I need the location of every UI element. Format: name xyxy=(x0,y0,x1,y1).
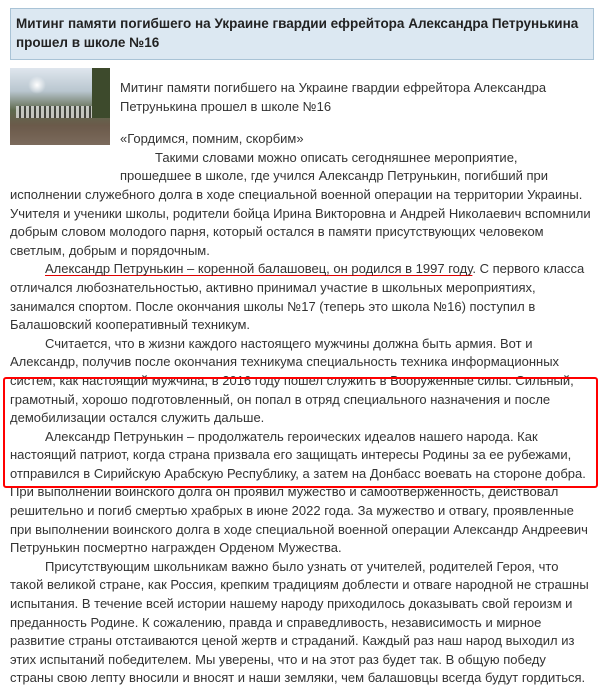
paragraph-3: Считается, что в жизни каждого настоящего мужчины должна быть армия. Вот и Александр, получив после окончания техникума специальность техника информационных систем, как настоящий мужчина, в 2016 году пошел служить в Вооруженные силы. Сильный, грамотный, хорошо подготовленный, он попал в отряд специального назначения и после демобилизации остался служить дальше. xyxy=(10,335,574,426)
paragraph-2-rest: . С первого класса отличался любознательностью, активно принимал участие в школьных мероприятиях, занимался спортом. После окончания школы №17 (теперь это школа №16) поступил в Балашовский кооперативный техникум. xyxy=(10,261,585,333)
article-quote: «Гордимся, помним, скорбим» xyxy=(120,131,304,147)
photo-sun xyxy=(28,76,46,94)
article-lead: Митинг памяти погибшего на Украине гвардии ефрейтора Александра Петрунькина прошел в школе №16 xyxy=(120,80,547,114)
article-title: Митинг памяти погибшего на Украине гвардии ефрейтора Александра Петрунькина прошел в школе №16 xyxy=(10,8,594,60)
photo-crowd xyxy=(16,106,96,118)
article-body xyxy=(10,68,592,688)
underlined-text: Александр Петрунькин – коренной балашовец, он родился в 1997 году xyxy=(45,261,473,277)
paragraph-4-highlighted: Александр Петрунькин – продолжатель героических идеалов нашего народа. Как настоящий патриот, когда страна призвала его защищать интересы Родины за ее рубежами, отправился в Сирийскую Арабскую Республику, а затем на Донбасс воевать на стороне добра. При выполнении воинского долга он проявил мужество и самоотверженность, действовал решительно и погиб смертью храбрых в июне 2022 года. За мужество и отвагу, проявленные при выполнении воинского долга в ходе специальной военной операции Александр Андреевич Петрунькин посмертно награжден Орденом Мужества. xyxy=(10,428,588,556)
article-photo[interactable] xyxy=(10,68,110,145)
paragraph-5: Присутствующим школьникам важно было узнать от учителей, родителей Героя, что такой великой стране, как Россия, крепким традициям доблести и отваге народной не страшны испытания. В течение всей истории нашему народу приходилось доказывать свой героизм и преданность Родине. К сожалению, правда и справедливость, независимость и мирное развитие страны отстаиваются ценой жертв и страданий. Каждый раз наш народ выходил из этих испытаний победителем. Мы уверены, что и на этот раз будет так. В общую победу страны свою лепту вносили и вносят и наши земляки, чем балашовцы всегда будут гордиться. xyxy=(10,558,589,686)
photo-tree xyxy=(92,68,110,118)
paragraph-2 xyxy=(10,260,592,334)
paragraph-1: Такими словами можно описать сегодняшнее мероприятие, прошедшее в школе, где учился Александр Петрунькин, погибший при исполнении служебного долга в ходе специальной военной операции на территории Украины. Учителя и ученики школы, родители бойца Ирина Викторовна и Андрей Николаевич вспомнили добрым словом молодого парня, который остался в памяти присутствующих человеком светлым, добрым и порядочным. xyxy=(10,149,591,258)
